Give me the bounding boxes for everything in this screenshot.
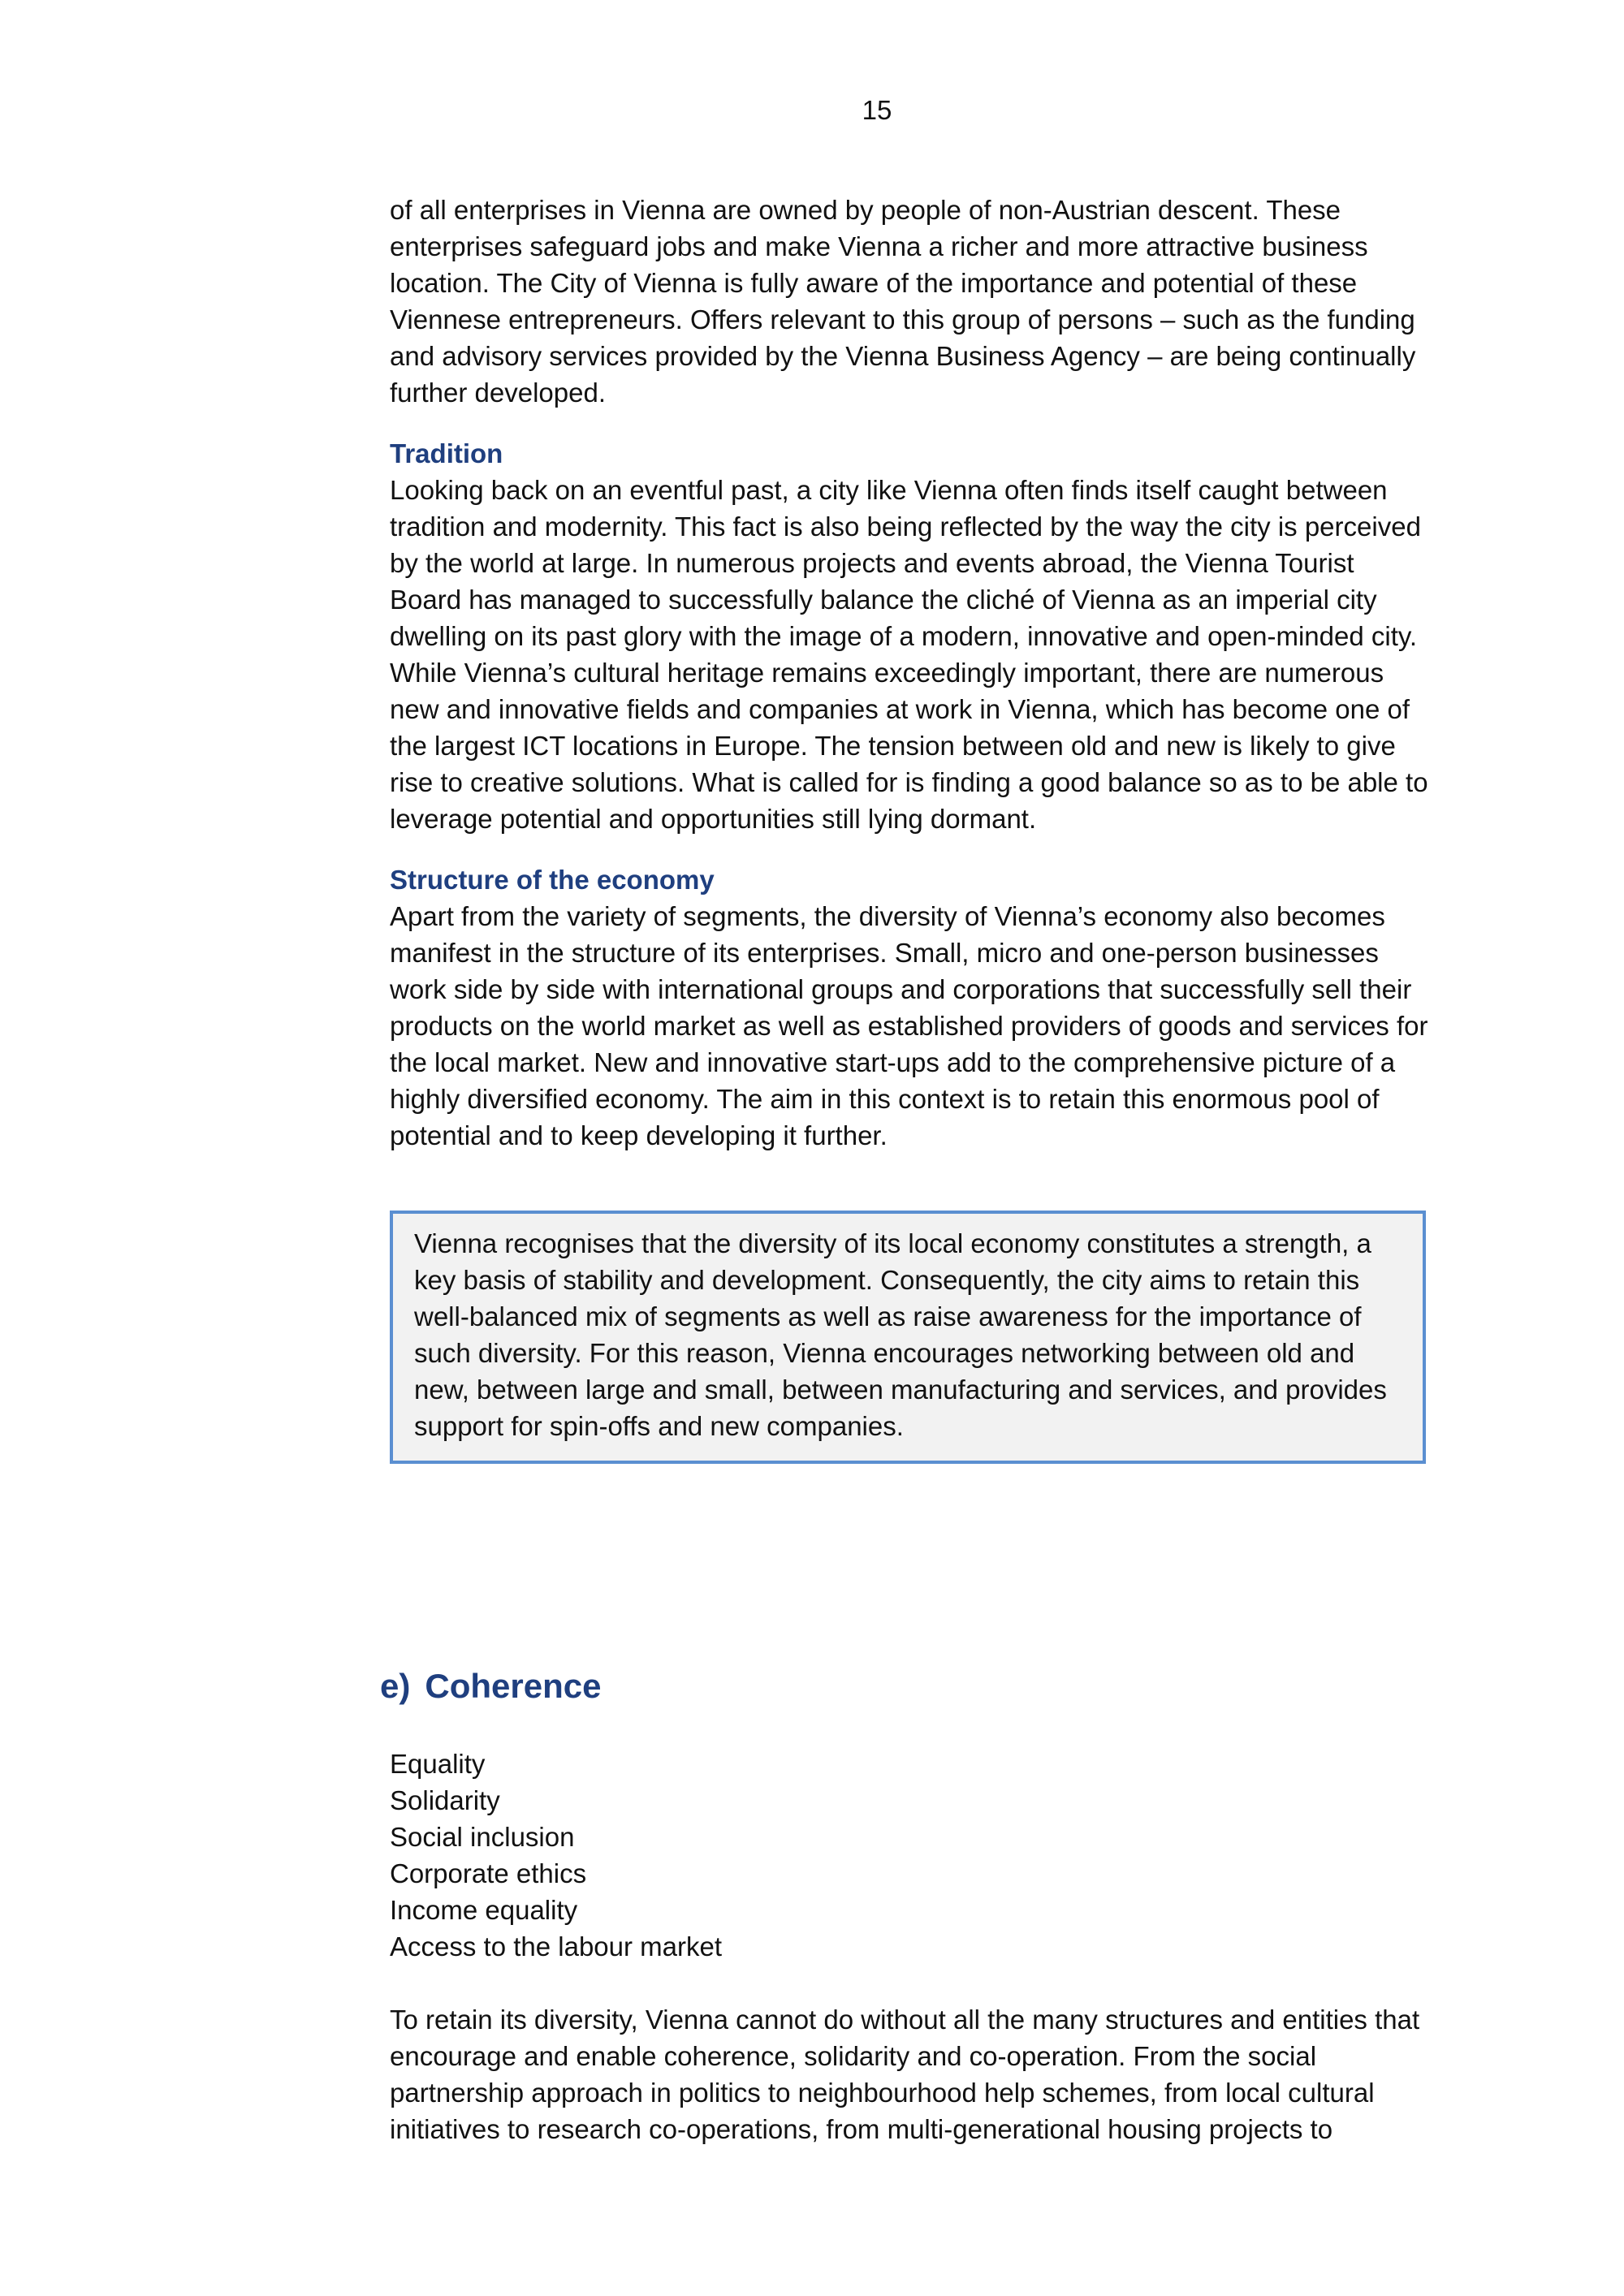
coherence-paragraph: To retain its diversity, Vienna cannot do without all the many structures and entities that encourage and enable coherence, solidarity and co-operation. From the social partnership approach in politics to neighbourhood help schemes, from local cultural initiatives to research co-operations, from multi-generational housing projects to [390, 2005, 1420, 2144]
list-item: Solidarity [390, 1785, 500, 1815]
list-item: Access to the labour market [390, 1931, 723, 1962]
coherence-list [390, 1746, 1429, 1965]
summary-callout-box [390, 1211, 1426, 1464]
callout-text: Vienna recognises that the diversity of its local economy constitutes a strength, a key basis of stability and development. Consequently, the city aims to retain this well-balanced mix of segments as well as raise awareness for the importance of such diversity. For this reason, Vienna encourages networking between old and new, between large and small, between manufacturing and services, and provides support for spin-offs and new companies. [414, 1228, 1387, 1441]
tradition-paragraph: Looking back on an eventful past, a city like Vienna often finds itself caught between tradition and modernity. This fact is also being reflected by the way the city is perceived by the world at large. In numerous projects and events abroad, the Vienna Tourist Board has managed to successfully balance the cliché of Vienna as an imperial city dwelling on its past glory with the image of a modern, innovative and open-minded city. While Vienna’s cultural heritage remains exceedingly important, there are numerous new and innovative fields and companies at work in Vienna, which has become one of the largest ICT locations in Europe. The tension between old and new is likely to give rise to creative solutions. What is called for is finding a good balance so as to be able to leverage potential and opportunities still lying dormant. [390, 475, 1428, 834]
list-item: Equality [390, 1749, 486, 1779]
list-item: Social inclusion [390, 1822, 575, 1852]
list-item: Corporate ethics [390, 1858, 587, 1888]
section-title: Coherence [425, 1667, 602, 1705]
coherence-block [390, 1746, 1429, 2147]
structure-paragraph: Apart from the variety of segments, the diversity of Vienna’s economy also becomes manifest in the structure of its enterprises. Small, micro and one-person businesses work side by side with international groups and corporations that successfully sell their products on the world market as well as established providers of goods and services for the local market. New and innovative start-ups add to the comprehensive picture of a highly diversified economy. The aim in this context is to retain this enormous pool of potential and to keep developing it further. [390, 901, 1428, 1150]
page-number: 15 [862, 95, 892, 125]
coherence-section-heading [380, 1666, 601, 1707]
intro-paragraph: of all enterprises in Vienna are owned by people of non-Austrian descent. These enterprises safeguard jobs and make Vienna a richer and more attractive business location. The City of Vienna is fully aware of the importance and potential of these Viennese entrepreneurs. Offers relevant to this group of persons – such as the funding and advisory services provided by the Vienna Business Agency – are being continually further developed. [390, 195, 1416, 408]
list-item: Income equality [390, 1895, 578, 1925]
main-content [390, 192, 1429, 1464]
tradition-heading: Tradition [390, 438, 503, 468]
section-letter: e) [380, 1667, 411, 1705]
structure-heading: Structure of the economy [390, 865, 715, 895]
